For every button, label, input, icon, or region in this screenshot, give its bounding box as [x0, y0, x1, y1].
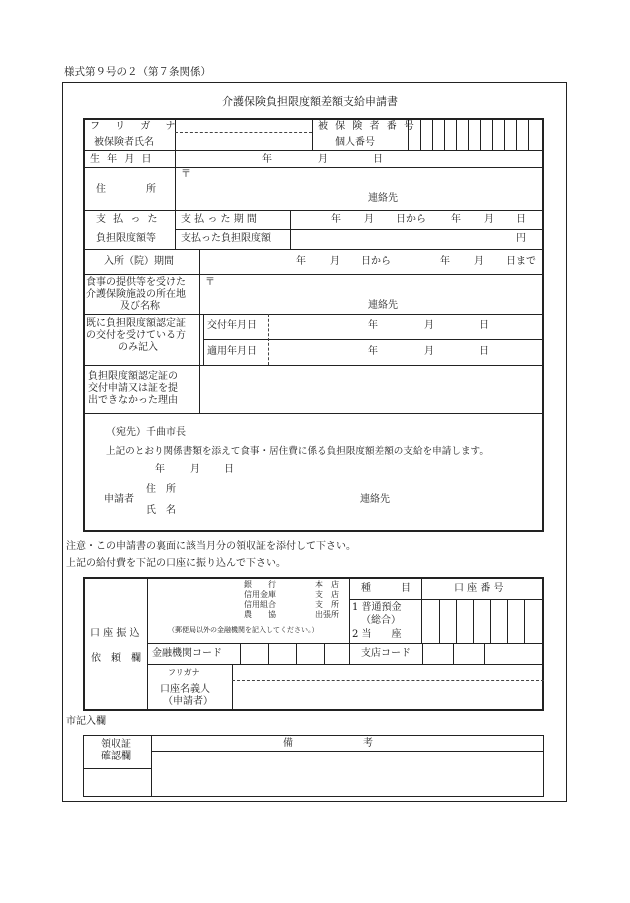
birthdate-field[interactable]: [176, 151, 543, 166]
account-number-label: 口 座 番 号: [454, 583, 504, 594]
kind-current[interactable]: 2 当 座: [352, 629, 402, 640]
applicant-address-field[interactable]: [185, 480, 355, 496]
period-from-month-unit: 月: [364, 214, 374, 225]
apply-date-field[interactable]: [269, 340, 543, 364]
bank-type-shinkumi: 信用組合: [244, 600, 276, 609]
certificate-label-line3: のみ記入: [118, 342, 158, 353]
bank-code-label: 金融機関コード: [152, 648, 222, 659]
issue-date-label: 交付年月日: [207, 320, 257, 331]
admission-to-month-unit: 月: [474, 256, 484, 267]
issue-month-unit: 月: [424, 320, 434, 331]
form-title: 介護保険負担限度額差額支給申請書: [222, 95, 398, 108]
insured-number-field[interactable]: [409, 119, 543, 149]
addressee: （宛先）千曲市長: [106, 427, 186, 438]
bank-code-field[interactable]: [241, 644, 348, 663]
facility-label-line1: 食事の提供等を受けた: [86, 277, 186, 288]
bank-type-nokyo: 農 協: [244, 610, 276, 619]
account-holder-field[interactable]: [233, 665, 543, 710]
yen-unit: 円: [516, 233, 526, 244]
branch-type-outlet: 出張所: [315, 610, 339, 619]
applicant-contact-label: 連絡先: [360, 494, 390, 505]
form-label: 様式第９号の２（第７条関係）: [64, 66, 211, 78]
birthdate-label: 生 年 月 日: [90, 154, 154, 165]
bank-note: （郵便局以外の金融機関を記入してください。）: [168, 626, 319, 634]
reason-label-line2: 交付申請又は証を提: [88, 383, 178, 394]
bank-type-bank: 銀 行: [244, 580, 276, 589]
admission-from-month-unit: 月: [330, 256, 340, 267]
apply-year-unit: 年: [368, 346, 378, 357]
holder-sub-label: （申請者）: [163, 696, 213, 707]
payment-amount-label: 支払った負担限度額: [181, 233, 271, 244]
admission-period-label: 入所（院）期間: [104, 256, 174, 267]
issue-date-field[interactable]: [269, 315, 543, 338]
payment-amount-field[interactable]: [291, 230, 543, 248]
remarks-field[interactable]: [152, 752, 543, 796]
payment-period-label: 支 払 っ た 期 間: [181, 214, 257, 225]
branch-type-branch: 支 店: [315, 590, 339, 599]
bank-name-field[interactable]: [148, 578, 240, 622]
period-from-day-unit: 日から: [396, 214, 426, 225]
declaration-month-unit: 月: [190, 464, 200, 475]
facility-field[interactable]: [200, 275, 543, 313]
remarks-label: 備 考: [283, 738, 373, 749]
branch-type-office: 支 所: [315, 600, 339, 609]
bank-type-shinkin: 信用金庫: [244, 590, 276, 599]
bank-transfer-label: 口 座 振 込: [90, 628, 140, 639]
bank-request-label: 依 頼 欄: [91, 653, 141, 664]
branch-code-field[interactable]: [423, 644, 543, 663]
apply-date-label: 適用年月日: [207, 346, 257, 357]
insured-name-field[interactable]: [176, 119, 311, 149]
note-receipt: 注意・この申請書の裏面に該当月分の領収証を添付して下さい。: [66, 541, 356, 552]
insured-number-label: 被 保 険 者 番 号: [318, 121, 416, 132]
certificate-label-line2: の交付を受けている方: [86, 330, 186, 341]
applicant-address-label: 住 所: [146, 484, 176, 495]
apply-month-unit: 月: [424, 346, 434, 357]
payment-label-line2: 負担限度額等: [96, 233, 156, 244]
personal-number-label: 個人番号: [335, 137, 375, 148]
account-number-field[interactable]: [422, 600, 543, 642]
birth-month-unit: 月: [318, 154, 328, 165]
facility-label-line3: 及び名称: [120, 301, 160, 312]
applicant-label: 申請者: [104, 494, 134, 505]
period-to-month-unit: 月: [484, 214, 494, 225]
address-contact-label: 連絡先: [368, 193, 398, 204]
kind-ordinary[interactable]: 1 普通預金: [352, 602, 402, 613]
holder-label: 口座名義人: [160, 684, 210, 695]
facility-contact-label: 連絡先: [368, 300, 398, 311]
address-label: 住 所: [96, 184, 156, 195]
admission-from-day-unit: 日から: [361, 256, 391, 267]
admission-from-year-unit: 年: [296, 256, 306, 267]
declaration-day-unit: 日: [224, 464, 234, 475]
declaration-statement: 上記のとおり関係書類を添えて食事・居住費に係る負担限度額差額の支給を申請します。: [106, 446, 489, 457]
apply-day-unit: 日: [479, 346, 489, 357]
address-field[interactable]: [176, 168, 543, 209]
insured-name-label: 被保険者氏名: [94, 137, 154, 148]
postal-mark: 〒: [181, 169, 191, 180]
declaration-year-unit: 年: [155, 464, 165, 475]
birth-year-unit: 年: [262, 154, 272, 165]
receipt-check-label-line2: 確認欄: [101, 751, 131, 762]
facility-postal-mark: 〒: [205, 277, 215, 288]
office-section-label: 市記入欄: [66, 716, 106, 727]
period-from-year-unit: 年: [331, 214, 341, 225]
issue-day-unit: 日: [479, 320, 489, 331]
admission-period-field[interactable]: [200, 250, 543, 273]
furigana-label: フ リ ガ ナ: [90, 121, 182, 132]
period-to-year-unit: 年: [451, 214, 461, 225]
account-kind-label: 種 目: [361, 583, 411, 594]
reason-label-line3: 出できなかった理由: [88, 395, 178, 406]
applicant-name-label: 氏 名: [146, 505, 176, 516]
note-transfer: 上記の給付費を下記の口座に振り込んで下さい。: [66, 558, 286, 569]
branch-code-label: 支店コード: [361, 648, 411, 659]
birth-day-unit: 日: [373, 154, 383, 165]
payment-label-line1: 支 払 っ た: [96, 214, 160, 225]
issue-year-unit: 年: [368, 320, 378, 331]
facility-label-line2: 介護保険施設の所在地: [86, 289, 186, 300]
period-to-day-unit: 日: [516, 214, 526, 225]
holder-furigana-label: フリガナ: [168, 668, 200, 677]
reason-field[interactable]: [200, 366, 543, 412]
branch-type-main: 本 店: [315, 580, 339, 589]
kind-ordinary-sub: （総合）: [361, 615, 401, 626]
admission-to-day-unit: 日まで: [506, 256, 536, 267]
payment-period-field[interactable]: [291, 211, 543, 228]
applicant-name-field[interactable]: [185, 502, 355, 518]
admission-to-year-unit: 年: [440, 256, 450, 267]
reason-label-line1: 負担限度額認定証の: [88, 371, 178, 382]
receipt-check-label-line1: 領収証: [101, 739, 131, 750]
certificate-label-line1: 既に負担限度額認定証: [86, 318, 186, 329]
